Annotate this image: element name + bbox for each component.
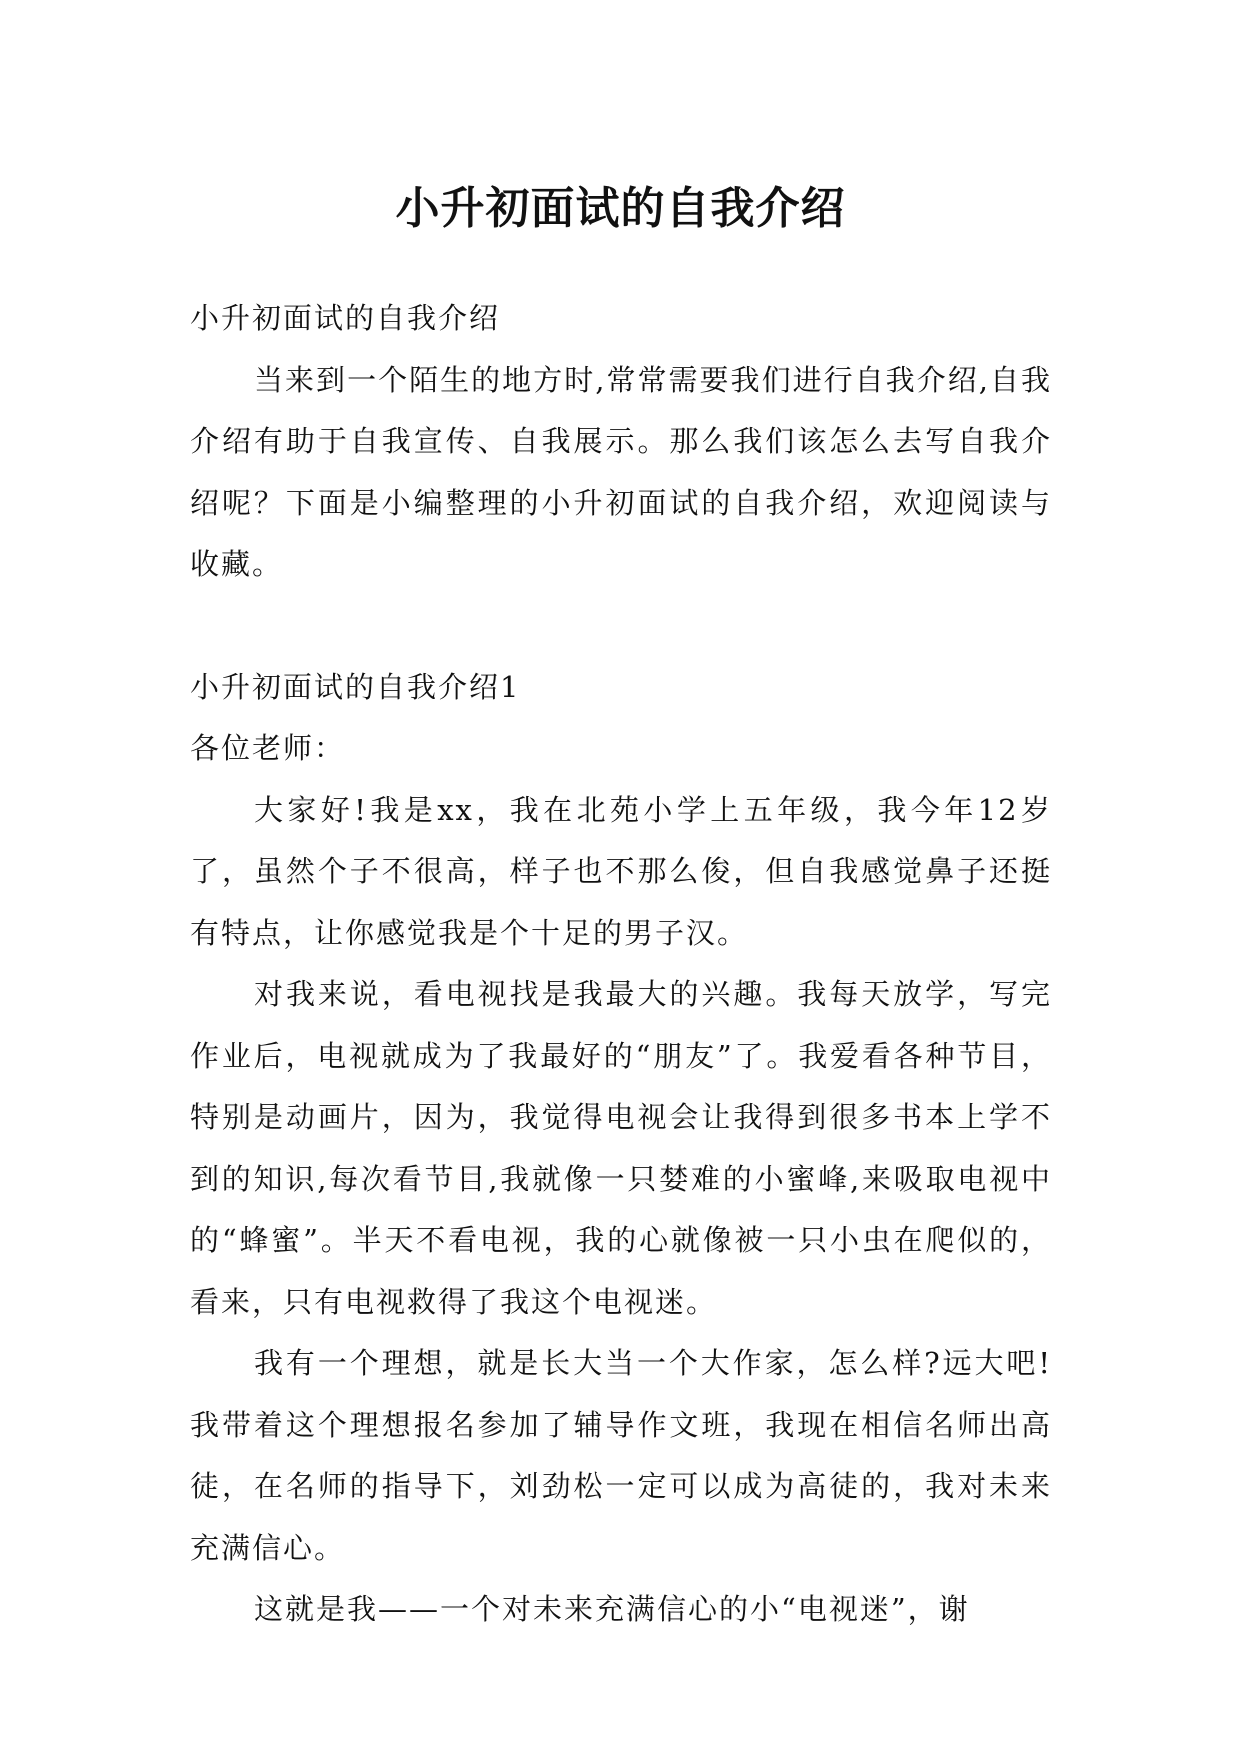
- section-heading: 小升初面试的自我介绍1: [190, 669, 521, 704]
- document-title: 小升初面试的自我介绍: [395, 183, 846, 235]
- intro-paragraph: 当来到一个陌生的地方时,常常需要我们进行自我介绍,自我介绍有助于自我宣传、自我展示。那么我们该怎么去写自我介绍呢？下面是小编整理的小升初面试的自我介绍，欢迎阅读与收藏。: [190, 362, 1052, 581]
- document-body: [190, 288, 1052, 1641]
- body-paragraph-closing: 这就是我——一个对未来充满信心的小“电视迷”，谢: [254, 1592, 970, 1626]
- body-paragraph-dream: 我有一个理想，就是长大当一个大作家，怎么样?远大吧!我带着这个理想报名参加了辅导作文班，我现在相信名师出高徒，在名师的指导下，刘劲松一定可以成为高徒的，我对未来充满信心。: [190, 1346, 1052, 1565]
- intro-heading: 小升初面试的自我介绍: [190, 301, 501, 335]
- body-paragraph-hobby: 对我来说，看电视找是我最大的兴趣。我每天放学，写完作业后，电视就成为了我最好的“朋友”了。我爱看各种节目，特别是动画片，因为，我觉得电视会让我得到很多书本上学不到的知识,每次看节目,我就像一只婪难的小蜜峰,来吸取电视中的“蜂蜜”。半天不看电视，我的心就像被一只小虫在爬似的，看来，只有电视救得了我这个电视迷。: [190, 977, 1052, 1319]
- salutation: 各位老师：: [190, 731, 346, 765]
- body-paragraph-self: 大家好!我是xx，我在北苑小学上五年级，我今年12岁了，虽然个子不很高，样子也不那么俊，但自我感觉鼻子还挺有特点，让你感觉我是个十足的男子汉。: [190, 792, 1052, 950]
